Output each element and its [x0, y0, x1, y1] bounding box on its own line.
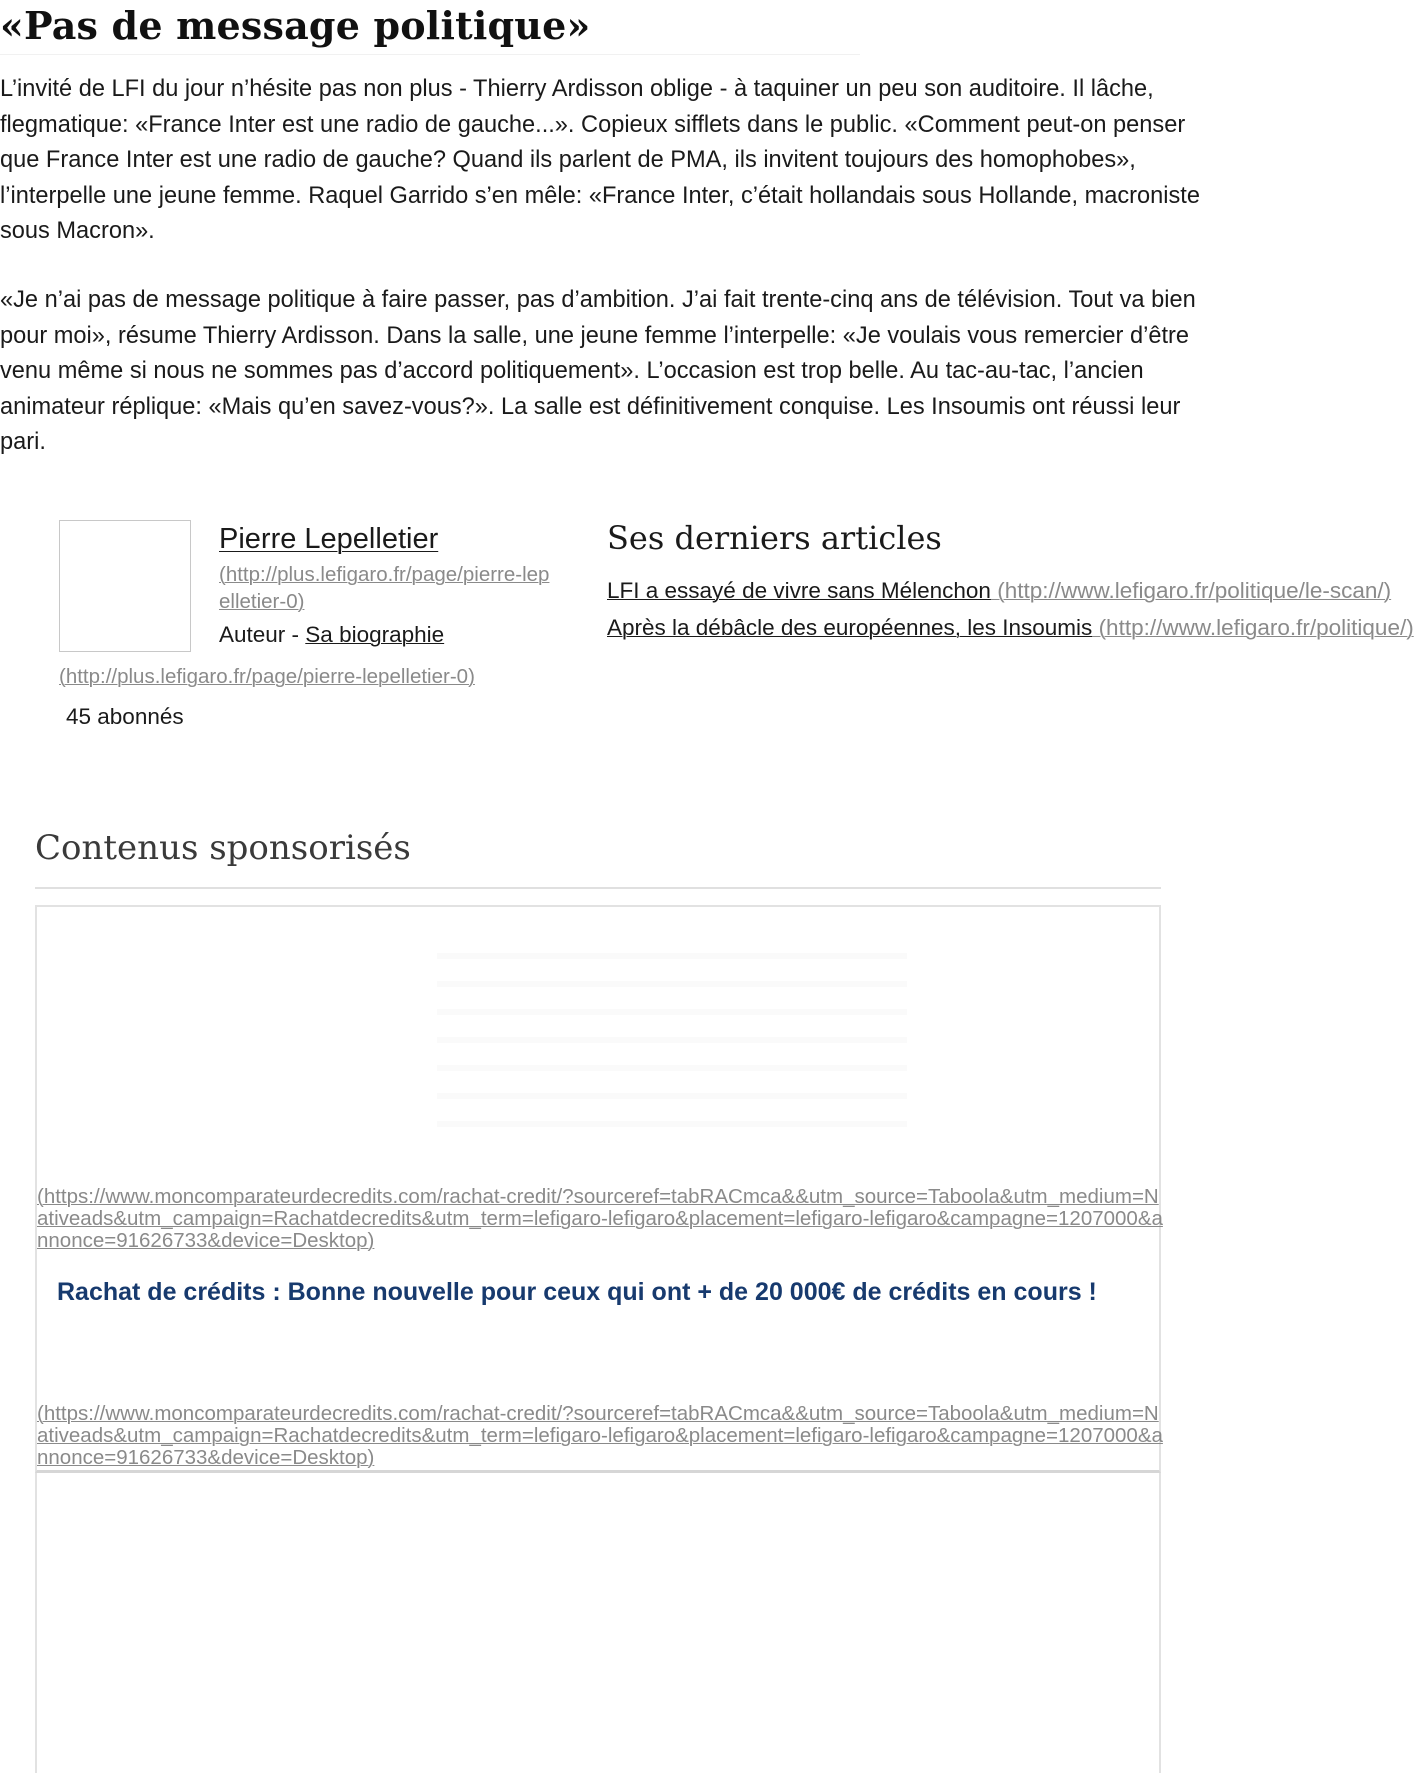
author-followers-count: 45 abonnés [66, 704, 184, 729]
latest-article-url[interactable]: (http://www.lefigaro.fr/politique/) [1092, 615, 1414, 640]
author-profile-url[interactable]: (http://plus.lefigaro.fr/page/pierre-lepelletier-0) [219, 563, 550, 613]
article-paragraph: «Je n’ai pas de message politique à faire passer, pas d’ambition. J’ai fait trente-cinq ans de télévision. Tout va bien pour moi», résume Thierry Ardisson. Dans la salle, une jeune femme l’interpelle: «Je voulais vous remercier d’être venu même si nous ne sommes pas d’accord politiquement». L’occasion est trop belle. Au tac-au-tac, l’ancien animateur réplique: «Mais qu’en savez-vous?». La salle est définitivement conquise. Les Insoumis ont réussi leur pari. [0, 286, 1196, 456]
sponsored-divider [35, 887, 1161, 889]
author-profile-url-secondary[interactable]: (http://plus.lefigaro.fr/page/pierre-lepelletier-0) [59, 665, 475, 688]
latest-article-title[interactable]: LFI a essayé de vivre sans Mélenchon [607, 578, 991, 603]
latest-article-item[interactable] [607, 609, 1414, 646]
author-role-label: Auteur [219, 622, 286, 647]
sponsored-card[interactable] [35, 905, 1161, 1473]
author-biography-link[interactable]: Sa biographie [305, 622, 445, 647]
author-name-link[interactable]: Pierre Lepelletier [219, 523, 439, 555]
latest-article-title[interactable]: Après la débâcle des européennes, les Insoumis [607, 615, 1093, 640]
latest-article-url[interactable]: (http://www.lefigaro.fr/politique/le-scan/) [990, 578, 1392, 603]
section-headline: «Pas de message politique» [0, 0, 860, 55]
latest-articles-title: Ses derniers articles [607, 519, 942, 557]
author-role-line [219, 620, 444, 650]
author-role-separator: - [285, 622, 306, 647]
latest-article-item[interactable] [607, 572, 1392, 609]
sponsored-image-placeholder[interactable] [437, 937, 907, 1127]
author-avatar[interactable] [59, 520, 191, 652]
sponsored-card-next[interactable] [35, 1473, 1161, 1773]
latest-articles-list [607, 572, 1414, 646]
sponsored-link-url[interactable]: (https://www.moncomparateurdecredits.com/rachat-credit/?sourceref=tabRACmca&&utm_source=Taboola&utm_medium=Nativeads&utm_campaign=Rachatdecredits&utm_term=lefigaro-lefigaro&placement=lefigaro-lefigaro&campagne=1207000&annonce=91626733&device=Desktop) [37, 1185, 1163, 1252]
sponsored-headline-link[interactable]: Rachat de crédits : Bonne nouvelle pour ceux qui ont + de 20 000€ de crédits en cours ! [57, 1278, 1097, 1306]
sponsored-link-url-secondary[interactable]: (https://www.moncomparateurdecredits.com/rachat-credit/?sourceref=tabRACmca&&utm_source=Taboola&utm_medium=Nativeads&utm_campaign=Rachatdecredits&utm_term=lefigaro-lefigaro&placement=lefigaro-lefigaro&campagne=1207000&annonce=91626733&device=Desktop) [37, 1402, 1163, 1469]
article-body [0, 72, 1200, 461]
sponsored-content-title: Contenus sponsorisés [35, 828, 411, 868]
article-paragraph: L’invité de LFI du jour n’hésite pas non plus - Thierry Ardisson oblige - à taquiner un peu son auditoire. Il lâche, flegmatique: «France Inter est une radio de gauche...». Copieux sifflets dans le public. «Comment peut-on penser que France Inter est une radio de gauche? Quand ils parlent de PMA, ils invitent toujours des homophobes», l’interpelle une jeune femme. Raquel Garrido s’en mêle: «France Inter, c’était hollandais sous Hollande, macroniste sous Macron». [0, 76, 1200, 245]
